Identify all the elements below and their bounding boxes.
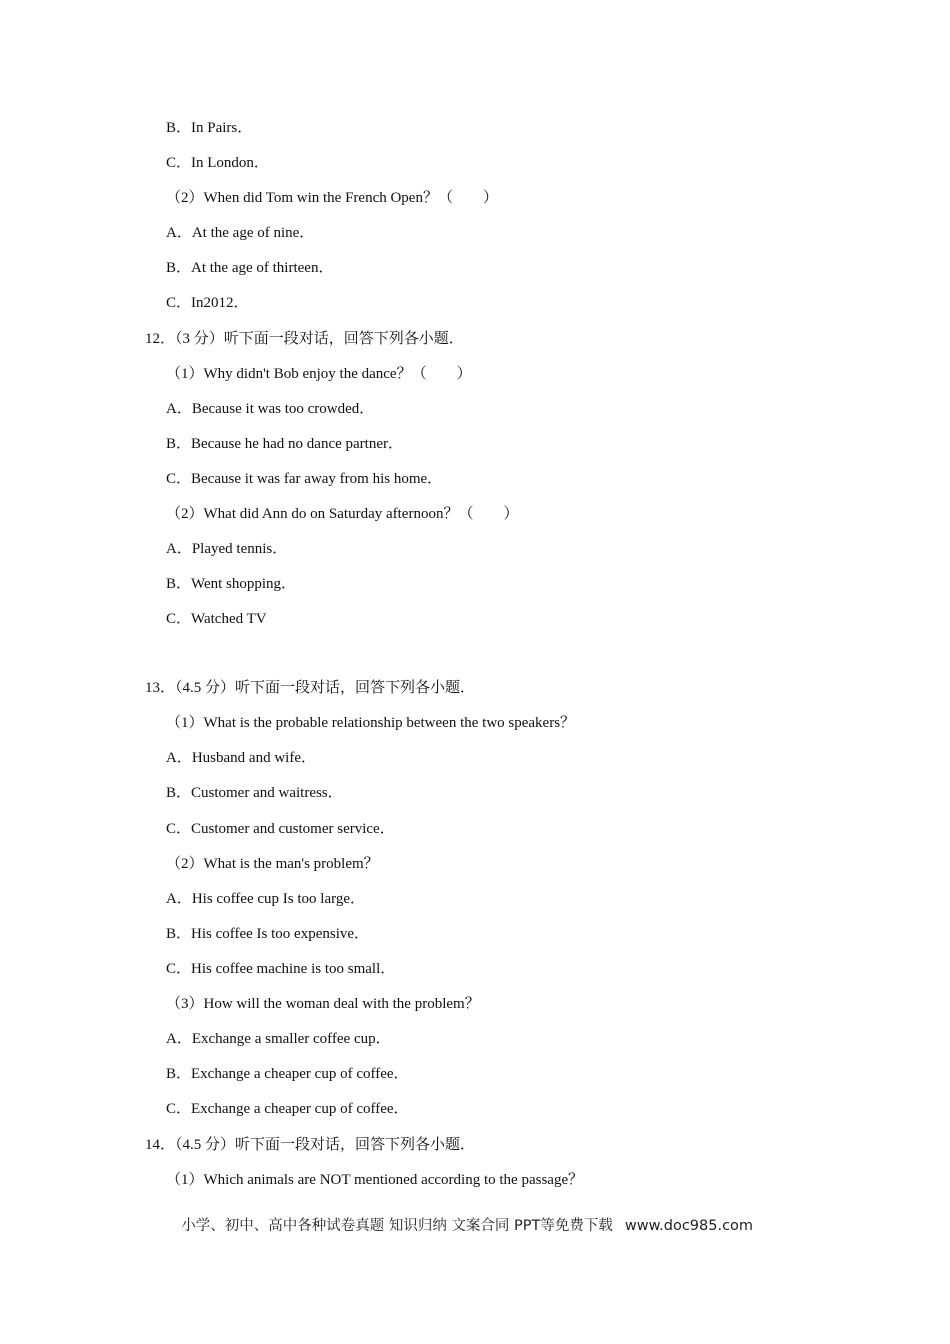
option-13-1-c: C．Customer and customer service． [166, 821, 395, 837]
question-12-heading: 12．（3 分）听下面一段对话，回答下列各小题． [145, 331, 464, 347]
footer-text: 小学、初中、高中各种试卷真题 知识归纳 文案合同 PPT等免费下载 [181, 1218, 613, 1234]
option-13-3-b: B．Exchange a cheaper cup of coffee． [166, 1066, 409, 1082]
sub-question-13-3: （3）How will the woman deal with the problem？ [166, 996, 480, 1012]
option-12-2-a: A．Played tennis． [166, 541, 288, 557]
option-13-2-c: C．His coffee machine is too small． [166, 961, 396, 977]
sub-question-14-1: （1）Which animals are NOT mentioned according to the passage？ [166, 1172, 584, 1188]
sub-question-13-1: （1）What is the probable relationship between the two speakers？ [166, 715, 576, 731]
option-12-1-a: A．Because it was too crowded． [166, 401, 375, 417]
sub-question-13-2: （2）What is the man's problem？ [166, 856, 379, 872]
option-12-2-c: C．Watched TV [166, 611, 267, 627]
option-11-2-b-alt: B．At the age of thirteen． [166, 260, 334, 276]
sub-question-11-2: （2）When did Tom win the French Open？（ ） [166, 190, 498, 206]
option-11-2-a: A．At the age of nine． [166, 225, 315, 241]
option-11-2-c-alt: C．In2012． [166, 295, 249, 311]
option-12-1-c: C．Because it was far away from his home． [166, 471, 443, 487]
footer-banner [172, 1196, 753, 1236]
option-13-3-c: C．Exchange a cheaper cup of coffee． [166, 1101, 409, 1117]
sub-question-12-1: （1）Why didn't Bob enjoy the dance？（ ） [166, 366, 472, 382]
sub-question-12-2: （2）What did Ann do on Saturday afternoon？（ ） [166, 506, 519, 522]
question-14-heading: 14．（4.5 分）听下面一段对话，回答下列各小题． [145, 1137, 476, 1153]
option-11-2-b: B．In Pairs． [166, 120, 253, 136]
option-13-2-a: A．His coffee cup Is too large． [166, 891, 365, 907]
option-12-1-b: B．Because he had no dance partner． [166, 436, 403, 452]
option-11-2-c: C．In London． [166, 155, 269, 171]
option-12-2-b: B．Went shopping． [166, 576, 297, 592]
option-13-1-a: A．Husband and wife． [166, 750, 316, 766]
option-13-3-a: A．Exchange a smaller coffee cup． [166, 1031, 391, 1047]
footer-url[interactable]: www.doc985.com [624, 1218, 754, 1234]
option-13-2-b: B．His coffee Is too expensive． [166, 926, 370, 942]
question-13-heading: 13．（4.5 分）听下面一段对话，回答下列各小题． [145, 680, 476, 696]
option-13-1-b: B．Customer and waitress． [166, 785, 343, 801]
